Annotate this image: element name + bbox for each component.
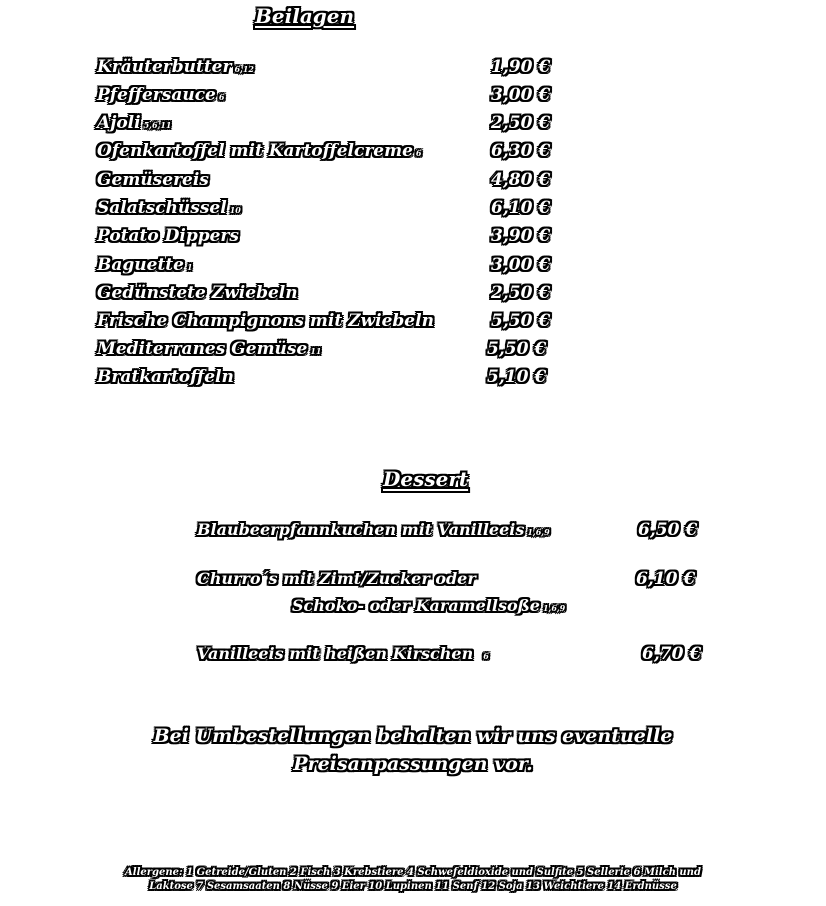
side-item-name: Baguette 1 (97, 255, 193, 275)
side-item-name: Ajoli 5,6,11 (97, 113, 172, 133)
note-line: Preisanpassungen vor. (293, 753, 533, 775)
side-item-name: Gedünstete Zwiebeln (97, 283, 298, 303)
side-item-price: 5,50 € (491, 311, 551, 331)
side-item-name: Kräuterbutter 6,12 (97, 57, 254, 77)
dessert-item-price: 6,70 € (642, 644, 702, 664)
dessert-item-name: Blaubeerpfannkuchen mit Vanilleeis 1,6,9 (197, 520, 550, 539)
side-item-name: Gemüsereis (97, 170, 209, 190)
side-item-price: 6,10 € (491, 198, 551, 218)
side-item-price: 5,10 € (487, 367, 547, 387)
side-item-name: Pfeffersauce 6 (97, 85, 225, 105)
side-item-name: Potato Dippers (97, 226, 239, 246)
side-item-price: 3,00 € (491, 255, 551, 275)
sides-heading: Beilagen (255, 4, 355, 28)
side-item-name: Salatschüssel 10 (97, 198, 241, 218)
allergen-legend-line: Allergene: 1 Getreide/Gluten 2 Fisch 3 Krebstiere 4 Schwefeldioxide und Sulfite 5 Sellerie 6 Milch und (125, 867, 701, 878)
side-item-price: 5,50 € (487, 339, 547, 359)
side-item-price: 6,30 € (491, 141, 551, 161)
side-item-price: 2,50 € (491, 283, 551, 303)
side-item-price: 2,50 € (491, 113, 551, 133)
dessert-heading: Dessert (383, 467, 469, 491)
allergen-legend-line: Laktose 7 Sesamsaaten 8 Nüsse 9 Eier 10 Lupinen 11 Senf 12 Soja 13 Weichtiere 14 Erdnüsse (149, 881, 677, 892)
side-item-name: Frische Champignons mit Zwiebeln (97, 311, 434, 331)
side-item-name: Bratkartoffeln (97, 367, 234, 387)
dessert-item-price: 6,10 € (636, 569, 696, 589)
note-line: Bei Umbestellungen behalten wir uns eventuelle (153, 725, 673, 747)
side-item-name: Mediterranes Gemüse 11 (97, 339, 322, 359)
dessert-item-name: Churro´s mit Zimt/Zucker oder (197, 569, 476, 588)
allergen-legend (0, 866, 826, 894)
price-adjustment-note (0, 722, 826, 778)
side-item-price: 4,80 € (491, 170, 551, 190)
dessert-item-name: Vanilleeis mit heißen Kirschen 6 (197, 644, 489, 663)
side-item-price: 3,00 € (491, 85, 551, 105)
side-item-price: 1,90 € (491, 57, 551, 77)
side-item-name: Ofenkartoffel mit Kartoffelcreme 6 (97, 141, 422, 161)
dessert-item-price: 6,50 € (638, 520, 698, 540)
dessert-item-subline: Schoko- oder Karamellsoße 1,6,9 (292, 596, 566, 615)
side-item-price: 3,90 € (491, 226, 551, 246)
